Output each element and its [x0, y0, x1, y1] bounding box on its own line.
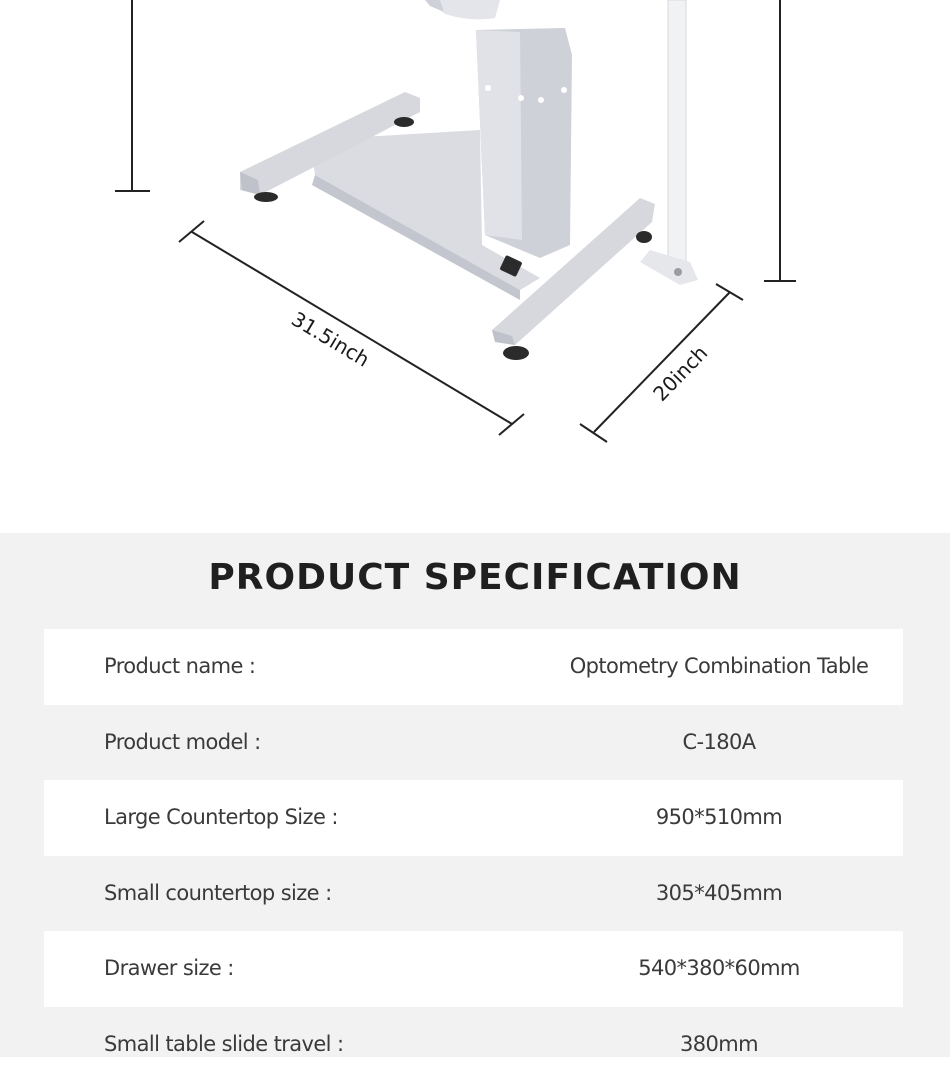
spec-value: 380mm: [557, 1007, 881, 1082]
height-dimension-right: [764, 0, 796, 281]
width-dimension-label: 31.5inch: [287, 307, 373, 372]
product-illustration: [0, 0, 950, 533]
spec-label: Drawer size :: [104, 931, 234, 1007]
spec-value: C-180A: [557, 705, 881, 781]
spec-value: Optometry Combination Table: [557, 629, 881, 705]
spec-title: PRODUCT SPECIFICATION: [0, 557, 950, 598]
spec-row-drawer-size: [44, 931, 903, 1007]
spec-table: [44, 629, 903, 1082]
spec-row-slide-travel: [44, 1007, 903, 1082]
spec-label: Product name :: [104, 629, 255, 705]
spec-value: 540*380*60mm: [557, 931, 881, 1007]
spec-label: Small table slide travel :: [104, 1007, 343, 1082]
spec-row-large-countertop: [44, 780, 903, 856]
spec-row-product-name: [44, 629, 903, 705]
spec-row-small-countertop: [44, 856, 903, 932]
spec-value: 305*405mm: [557, 856, 881, 932]
height-dimension-left: [115, 0, 150, 191]
spec-value: 950*510mm: [557, 780, 881, 856]
spec-label: Small countertop size :: [104, 856, 332, 932]
product-image-section: [0, 0, 950, 533]
table-base: [240, 0, 698, 360]
spec-row-product-model: [44, 705, 903, 781]
depth-dimension: [580, 284, 743, 442]
specification-section: [0, 533, 950, 1057]
depth-dimension-label: 20inch: [648, 341, 712, 406]
spec-label: Large Countertop Size :: [104, 780, 338, 856]
spec-label: Product model :: [104, 705, 261, 781]
